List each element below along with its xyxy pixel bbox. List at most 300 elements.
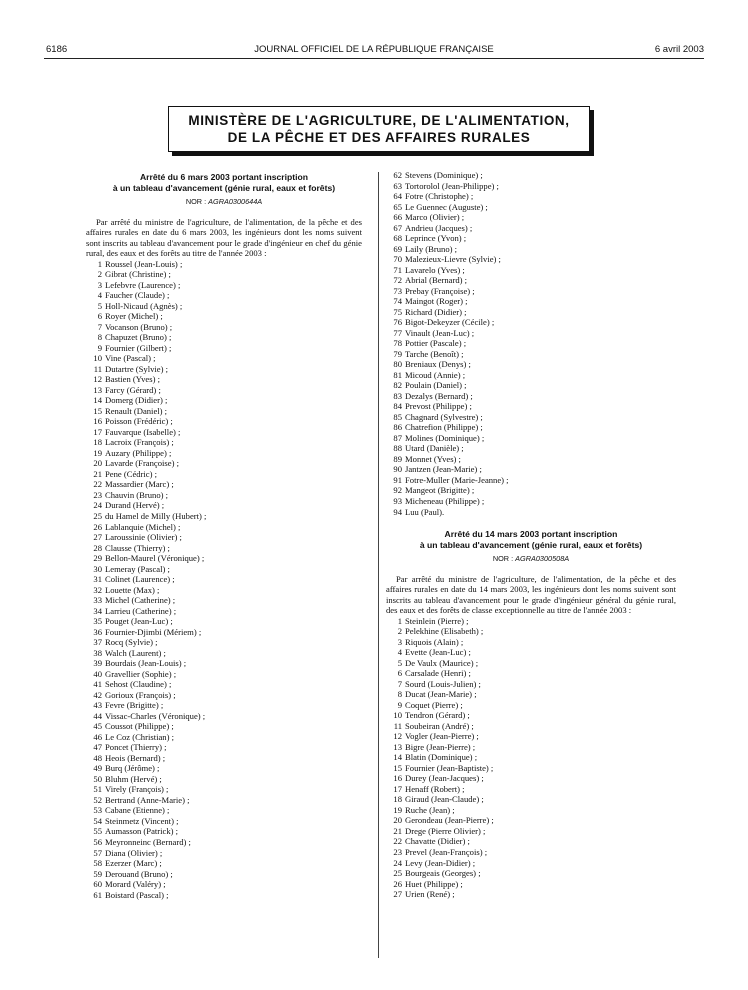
item-number: 81 <box>393 369 402 380</box>
ministry-heading <box>168 106 590 152</box>
item-name: Utard (Danièle) ; <box>405 443 464 454</box>
item-number: 39 <box>93 658 102 669</box>
item-number: 43 <box>93 700 102 711</box>
list-item <box>86 784 362 795</box>
item-number: 56 <box>93 836 102 847</box>
item-name: Lacroix (François) ; <box>105 437 174 448</box>
item-name: Lavarelo (Yves) ; <box>405 264 465 275</box>
item-number: 33 <box>93 595 102 606</box>
item-number: 25 <box>393 868 402 879</box>
item-number: 12 <box>393 731 402 742</box>
item-number: 10 <box>393 710 402 721</box>
item-name: Marco (Olivier) ; <box>405 212 465 223</box>
item-name: Mangeot (Brigitte) ; <box>405 485 475 496</box>
item-name: Sourd (Louis-Julien) ; <box>405 678 481 689</box>
list-item <box>386 349 676 360</box>
item-name: Chapuzet (Bruno) ; <box>105 332 172 343</box>
nor-label: NOR : <box>185 197 207 206</box>
list-item <box>86 564 362 575</box>
item-number: 60 <box>93 879 102 890</box>
item-name: Luu (Paul). <box>405 506 445 517</box>
item-name: Boistard (Pascal) ; <box>105 889 169 900</box>
item-name: Jantzen (Jean-Marie) ; <box>405 464 482 475</box>
list-item <box>86 437 362 448</box>
item-name: Vinault (Jean-Luc) ; <box>405 327 475 338</box>
right-column <box>386 170 676 900</box>
item-name: Durand (Hervé) ; <box>105 500 165 511</box>
item-number: 82 <box>393 380 402 391</box>
item-number: 15 <box>393 762 402 773</box>
item-name: Urien (René) ; <box>405 889 455 900</box>
list-item <box>86 280 362 291</box>
item-name: Chavatte (Didier) ; <box>405 836 470 847</box>
issue-date: 6 avril 2003 <box>654 44 704 55</box>
item-number: 73 <box>393 285 402 296</box>
list-item <box>386 507 676 518</box>
item-number: 57 <box>93 847 102 858</box>
item-number: 6 <box>397 668 402 679</box>
list-item <box>86 543 362 554</box>
item-name: Larrieu (Catherine) ; <box>105 605 177 616</box>
list-item <box>86 732 362 743</box>
item-number: 54 <box>93 815 102 826</box>
list-item <box>386 401 676 412</box>
item-name: Chagnard (Sylvestre) ; <box>405 411 483 422</box>
list-item <box>386 742 676 753</box>
list-item <box>86 385 362 396</box>
item-number: 12 <box>93 374 102 385</box>
list-item <box>86 848 362 859</box>
list-item <box>386 889 676 900</box>
item-number: 80 <box>393 359 402 370</box>
list-item <box>86 721 362 732</box>
item-number: 31 <box>93 574 102 585</box>
item-number: 45 <box>93 721 102 732</box>
list-item <box>86 259 362 270</box>
item-number: 46 <box>93 731 102 742</box>
decree-1-title-line-2: à un tableau d'avancement (génie rural, eaux et forêts) <box>112 182 336 193</box>
item-number: 51 <box>93 784 102 795</box>
item-number: 24 <box>393 857 402 868</box>
page-number: 6186 <box>46 44 68 55</box>
nor-code: AGRA0300508A <box>515 554 570 564</box>
list-item <box>86 774 362 785</box>
item-name: Chatrefion (Philippe) ; <box>405 422 483 433</box>
item-name: Micheneau (Philippe) ; <box>405 495 485 506</box>
list-item <box>386 763 676 774</box>
list-item <box>86 406 362 417</box>
list-item <box>86 753 362 764</box>
item-name: Coussot (Philippe) ; <box>105 721 174 732</box>
item-name: Rocq (Sylvie) ; <box>105 637 158 648</box>
item-number: 16 <box>393 773 402 784</box>
ministry-line-1: MINISTÈRE DE L'AGRICULTURE, DE L'ALIMENTATION, <box>188 113 570 128</box>
list-item <box>86 448 362 459</box>
item-number: 19 <box>393 804 402 815</box>
list-item <box>86 711 362 722</box>
item-name: Derouand (Bruno) ; <box>105 868 173 879</box>
item-name: Massardier (Marc) ; <box>105 479 174 490</box>
nor-label: NOR : <box>492 554 514 564</box>
item-name: du Hamel de Milly (Hubert) ; <box>105 511 207 521</box>
item-name: Bellon-Maurel (Véronique) ; <box>105 553 205 564</box>
list-item <box>86 858 362 869</box>
list-item <box>86 374 362 385</box>
list-item <box>86 343 362 354</box>
item-name: Poulain (Daniel) ; <box>405 380 467 391</box>
item-number: 26 <box>93 521 102 532</box>
item-number: 67 <box>393 222 402 233</box>
list-item <box>86 700 362 711</box>
item-name: Prebay (Françoise) ; <box>405 285 475 296</box>
item-number: 32 <box>93 584 102 595</box>
list-item <box>386 202 676 213</box>
list-item <box>386 317 676 328</box>
list-item <box>86 648 362 659</box>
item-name: Diana (Olivier) ; <box>105 847 163 858</box>
list-item <box>386 721 676 732</box>
list-item <box>86 826 362 837</box>
item-number: 58 <box>93 858 102 869</box>
item-number: 22 <box>393 836 402 847</box>
item-name: Colinet (Laurence) ; <box>105 574 175 585</box>
item-number: 38 <box>93 647 102 658</box>
item-name: Fotre-Muller (Marie-Jeanne) ; <box>405 474 509 485</box>
item-number: 72 <box>393 275 402 286</box>
list-item <box>86 395 362 406</box>
list-item <box>86 490 362 501</box>
list-item <box>386 443 676 454</box>
list-item <box>386 773 676 784</box>
item-number: 22 <box>93 479 102 490</box>
header-divider <box>44 58 704 59</box>
list-item <box>386 170 676 181</box>
list-item <box>386 296 676 307</box>
item-name: Drege (Pierre Olivier) ; <box>405 825 486 836</box>
item-name: Dutartre (Sylvie) ; <box>105 363 169 374</box>
item-name: Auzary (Philippe) ; <box>105 447 172 458</box>
list-item <box>86 532 362 543</box>
item-name: Breniaux (Denys) ; <box>405 359 471 370</box>
item-name: Pottier (Pascale) ; <box>405 338 467 349</box>
list-item <box>386 464 676 475</box>
item-number: 68 <box>393 233 402 244</box>
item-number: 20 <box>93 458 102 469</box>
list-item <box>86 669 362 680</box>
item-number: 42 <box>93 689 102 700</box>
item-name: Cabane (Etienne) ; <box>105 805 170 816</box>
list-item <box>86 795 362 806</box>
list-item <box>386 233 676 244</box>
item-name: Fournier-Djimbi (Mériem) ; <box>105 626 202 637</box>
decree-1-nor <box>86 197 362 206</box>
item-name: Evette (Jean-Luc) ; <box>405 647 471 658</box>
item-number: 59 <box>93 868 102 879</box>
item-name: Dezalys (Bernard) ; <box>405 390 473 401</box>
item-number: 25 <box>93 511 102 521</box>
item-number: 47 <box>93 742 102 753</box>
list-item <box>86 290 362 301</box>
list-item <box>86 322 362 333</box>
list-item <box>86 742 362 753</box>
list-item <box>86 427 362 438</box>
item-name: Gibrat (Christine) ; <box>105 269 171 280</box>
item-name: Pelekhine (Elisabeth) ; <box>405 626 484 637</box>
decree-1-names-list <box>86 259 362 900</box>
item-name: Ruche (Jean) ; <box>405 804 455 815</box>
list-item <box>386 647 676 658</box>
item-name: Royer (Michel) ; <box>105 311 163 322</box>
item-number: 29 <box>93 553 102 564</box>
item-name: Maingot (Roger) ; <box>405 296 468 307</box>
list-item <box>86 816 362 827</box>
item-name: Bourdais (Jean-Louis) ; <box>105 658 187 669</box>
item-name: Poncet (Thierry) ; <box>105 742 167 753</box>
item-name: Bigot-Dekeyzer (Cécile) ; <box>405 317 495 328</box>
item-name: Huet (Philippe) ; <box>405 878 463 889</box>
list-item <box>86 522 362 533</box>
list-item <box>86 890 362 901</box>
item-name: Bluhm (Hervé) ; <box>105 773 162 784</box>
item-number: 78 <box>393 338 402 349</box>
item-number: 15 <box>93 405 102 416</box>
item-name: Burq (Jérôme) ; <box>105 763 160 774</box>
item-name: Henaff (Robert) ; <box>405 783 465 794</box>
list-item <box>386 784 676 795</box>
item-number: 13 <box>93 384 102 395</box>
item-name: Gravellier (Sophie) ; <box>105 668 177 679</box>
item-number: 2 <box>97 269 102 280</box>
item-number: 86 <box>393 422 402 433</box>
item-name: Farcy (Gérard) ; <box>105 384 161 395</box>
item-number: 90 <box>393 464 402 475</box>
item-number: 64 <box>393 191 402 202</box>
list-item <box>386 710 676 721</box>
item-number: 34 <box>93 605 102 616</box>
list-item <box>386 836 676 847</box>
list-item <box>386 858 676 869</box>
list-item <box>386 359 676 370</box>
item-number: 16 <box>93 416 102 427</box>
item-number: 23 <box>93 489 102 500</box>
item-number: 70 <box>393 254 402 265</box>
item-name: Fournier (Gilbert) ; <box>105 342 172 353</box>
list-item <box>86 416 362 427</box>
list-item <box>86 353 362 364</box>
item-name: Vine (Pascal) ; <box>105 353 156 364</box>
item-number: 87 <box>393 432 402 443</box>
decree-2-nor <box>386 554 676 563</box>
item-name: Tendron (Gérard) ; <box>405 710 470 721</box>
item-name: Sehost (Claudine) ; <box>105 679 172 690</box>
item-number: 4 <box>397 647 402 658</box>
item-name: Louette (Max) ; <box>105 584 160 595</box>
column-divider <box>378 172 379 958</box>
item-name: Le Coz (Christian) ; <box>105 731 174 742</box>
item-number: 10 <box>93 353 102 364</box>
item-number: 37 <box>93 637 102 648</box>
item-number: 2 <box>397 626 402 637</box>
item-name: Leprince (Yvon) ; <box>405 233 467 244</box>
list-item <box>86 311 362 322</box>
journal-title: JOURNAL OFFICIEL DE LA RÉPUBLIQUE FRANÇAISE <box>254 44 494 55</box>
list-item <box>386 475 676 486</box>
item-name: Morard (Valéry) ; <box>105 879 166 890</box>
item-name: Virely (François) ; <box>105 784 169 795</box>
item-number: 21 <box>93 468 102 479</box>
item-number: 77 <box>393 327 402 338</box>
item-name: Domerg (Didier) ; <box>105 395 168 406</box>
left-column <box>86 172 362 900</box>
item-name: Pouget (Jean-Luc) ; <box>105 616 173 627</box>
list-item <box>386 191 676 202</box>
item-number: 23 <box>393 846 402 857</box>
item-name: Faucher (Claude) ; <box>105 290 170 301</box>
item-number: 8 <box>397 689 402 700</box>
decree-2-names-list <box>386 616 676 900</box>
list-item <box>386 370 676 381</box>
item-number: 66 <box>393 212 402 223</box>
item-number: 17 <box>93 426 102 437</box>
list-item <box>386 307 676 318</box>
item-name: Poisson (Frédéric) ; <box>105 416 173 427</box>
item-number: 14 <box>93 395 102 406</box>
decree-2 <box>386 529 676 900</box>
list-item <box>86 469 362 480</box>
item-number: 20 <box>393 815 402 826</box>
list-item <box>386 412 676 423</box>
list-item <box>386 244 676 255</box>
decree-1-names-list-continued <box>386 170 676 517</box>
item-name: Ducat (Jean-Marie) ; <box>405 689 477 700</box>
item-name: Stevens (Dominique) ; <box>405 170 483 180</box>
list-item <box>86 332 362 343</box>
list-item <box>386 275 676 286</box>
item-number: 61 <box>93 889 102 900</box>
list-item <box>386 212 676 223</box>
list-item <box>386 637 676 648</box>
item-name: Roussel (Jean-Louis) ; <box>105 258 183 269</box>
item-name: Richard (Didier) ; <box>405 306 467 317</box>
item-name: Ezerzer (Marc) ; <box>105 858 162 869</box>
item-number: 7 <box>397 678 402 689</box>
item-name: Chauvin (Bruno) ; <box>105 489 169 500</box>
list-item <box>86 690 362 701</box>
list-item <box>86 805 362 816</box>
item-number: 76 <box>393 317 402 328</box>
list-item <box>386 668 676 679</box>
list-item <box>386 731 676 742</box>
item-number: 91 <box>393 474 402 485</box>
item-name: Giraud (Jean-Claude) ; <box>405 794 484 805</box>
item-number: 27 <box>393 889 402 900</box>
item-name: Gorioux (François) ; <box>105 689 176 700</box>
item-name: Andrieu (Jacques) ; <box>405 222 473 233</box>
list-item <box>386 679 676 690</box>
nor-code: AGRA0300644A <box>208 197 263 206</box>
item-number: 74 <box>393 296 402 307</box>
item-number: 65 <box>393 201 402 212</box>
list-item <box>86 479 362 490</box>
decree-2-title-line-1: Arrêté du 14 mars 2003 portant inscription <box>444 529 618 540</box>
item-name: Coquet (Pierre) ; <box>405 699 463 710</box>
item-number: 85 <box>393 411 402 422</box>
item-number: 1 <box>97 258 102 269</box>
item-name: Clausse (Thierry) ; <box>105 542 170 553</box>
item-number: 83 <box>393 390 402 401</box>
item-number: 71 <box>393 264 402 275</box>
list-item <box>386 338 676 349</box>
item-name: Abrial (Bernard) ; <box>405 275 468 286</box>
list-item <box>86 658 362 669</box>
list-item <box>386 380 676 391</box>
item-number: 44 <box>93 710 102 721</box>
list-item <box>386 826 676 837</box>
item-number: 79 <box>393 348 402 359</box>
item-number: 18 <box>93 437 102 448</box>
item-name: Renault (Daniel) ; <box>105 405 168 416</box>
item-number: 5 <box>97 300 102 311</box>
item-number: 94 <box>393 506 402 517</box>
item-name: Michel (Catherine) ; <box>105 595 176 606</box>
ministry-line-2: DE LA PÊCHE ET DES AFFAIRES RURALES <box>227 130 531 145</box>
item-name: Fauvarque (Isabelle) ; <box>105 426 181 437</box>
list-item <box>386 700 676 711</box>
item-number: 53 <box>93 805 102 816</box>
item-name: Laroussinie (Olivier) ; <box>105 532 182 543</box>
item-name: Monnet (Yves) ; <box>405 453 461 464</box>
item-number: 1 <box>397 615 402 626</box>
item-name: Malezieux-Lievre (Sylvie) ; <box>405 254 501 265</box>
list-item <box>386 254 676 265</box>
list-item <box>386 689 676 700</box>
item-number: 11 <box>393 720 402 731</box>
list-item <box>386 391 676 402</box>
item-number: 4 <box>97 290 102 301</box>
item-number: 30 <box>93 563 102 574</box>
item-name: Vocanson (Bruno) ; <box>105 321 173 332</box>
item-number: 18 <box>393 794 402 805</box>
list-item <box>386 286 676 297</box>
item-name: Steinlein (Pierre) ; <box>405 615 469 626</box>
list-item <box>386 879 676 890</box>
item-name: Micoud (Annie) ; <box>405 369 466 380</box>
item-name: Bastien (Yves) ; <box>105 374 160 385</box>
item-number: 48 <box>93 752 102 763</box>
list-item <box>386 181 676 192</box>
list-item <box>386 265 676 276</box>
decree-1-title-line-1: Arrêté du 6 mars 2003 portant inscription <box>139 172 309 182</box>
list-item <box>386 847 676 858</box>
list-item <box>86 869 362 880</box>
item-name: Soubeiran (André) ; <box>405 720 474 731</box>
item-number: 89 <box>393 453 402 464</box>
list-item <box>86 637 362 648</box>
list-item <box>386 328 676 339</box>
item-number: 6 <box>97 311 102 322</box>
item-number: 75 <box>393 306 402 317</box>
item-number: 41 <box>93 679 102 690</box>
item-name: Lemeray (Pascal) ; <box>105 563 170 574</box>
item-name: Laily (Bruno) ; <box>405 243 458 254</box>
item-number: 62 <box>393 170 402 180</box>
item-number: 26 <box>393 878 402 889</box>
item-number: 55 <box>93 826 102 837</box>
list-item <box>386 868 676 879</box>
list-item <box>86 585 362 596</box>
item-number: 5 <box>397 657 402 668</box>
list-item <box>86 606 362 617</box>
